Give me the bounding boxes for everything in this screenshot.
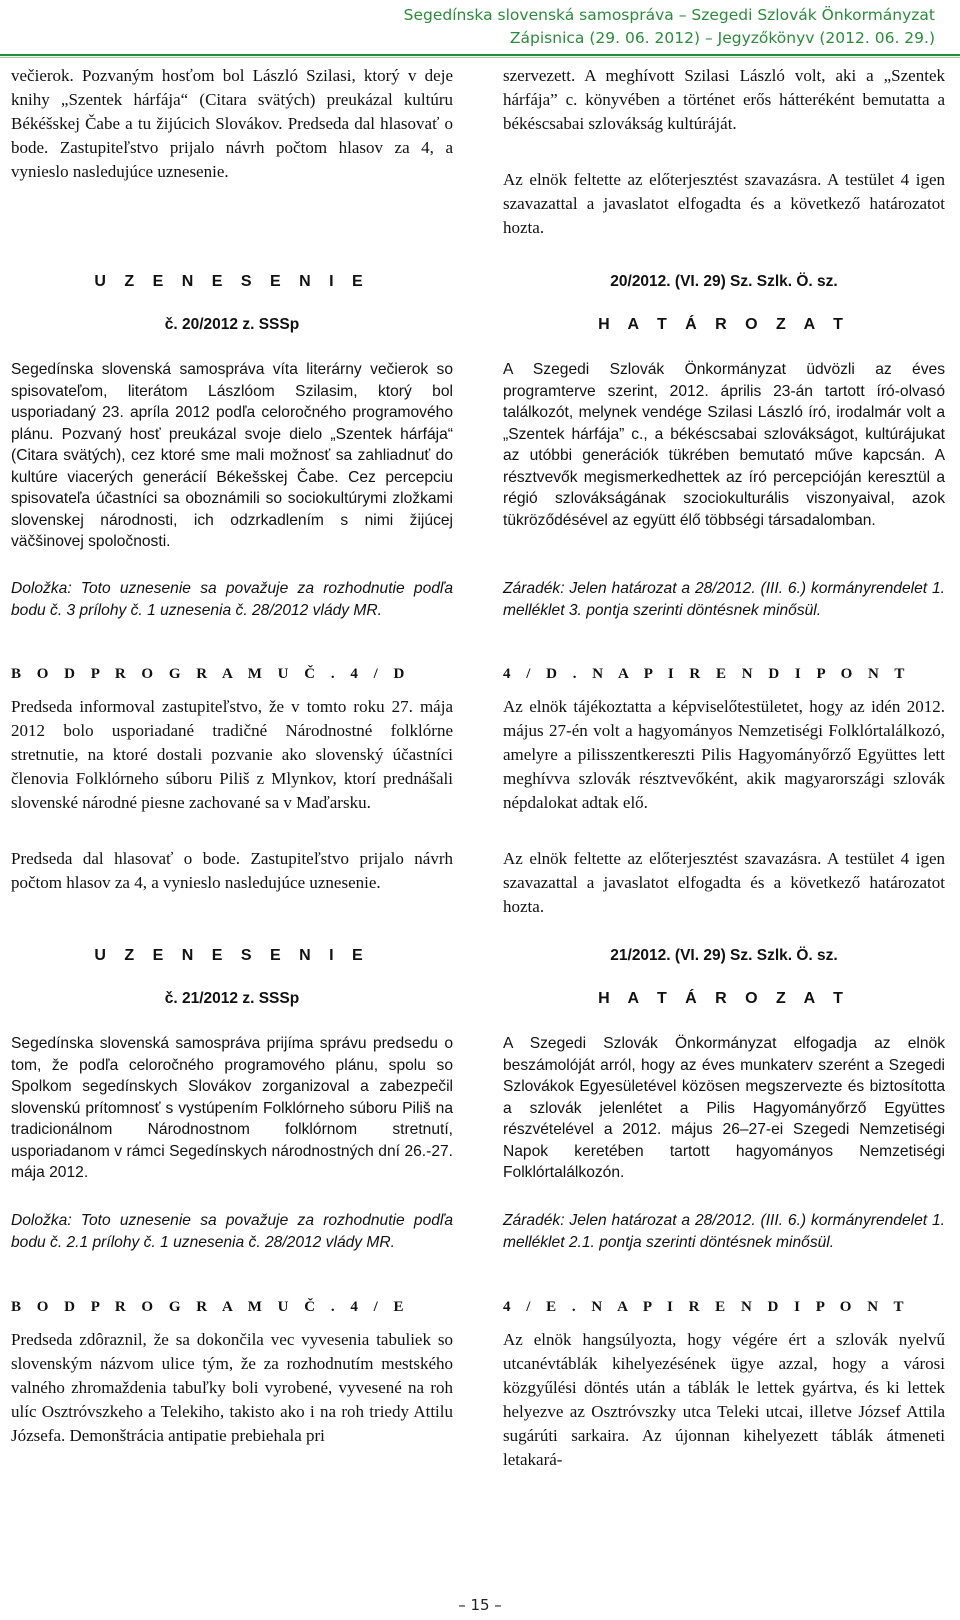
header-subtitle: Zápisnica (29. 06. 2012) – Jegyzőkönyv (2012. 06. 29.) bbox=[509, 29, 935, 47]
left-intro-paragraph: večierok. Pozvaným hosťom bol László Szilasi, ktorý v deje knihy „Szentek hárfája“ (Citara svätých) preukázal kultúru Békéšskej Čabe a tu žijúcich Slovákov. Predseda dal hlasovať o bode. Zastupiteľstvo prijalo návrh počtom hlasov za 4, a vynieslo nasledujúce uznesenie. bbox=[11, 66, 453, 181]
resolution-number-20-hu: 20/2012. (VI. 29) Sz. Szlk. Ö. sz. bbox=[610, 273, 838, 290]
resolution-clause-20-sk: Doložka: Toto uznesenie sa považuje za rozhodnutie podľa bodu č. 3 prílohy č. 1 uznesenia č. 28/2012 vlády MR. bbox=[11, 580, 453, 619]
resolution-heading-20-sk: U Z E N E S E N I E bbox=[94, 273, 370, 290]
agenda-item-4e-heading-sk: B O D P R O G R A M U Č . 4 / E bbox=[11, 1299, 410, 1315]
right-intro-vote: Az elnök feltette az előterjesztést szavazásra. A testület 4 igen szavazattal a javaslatot elfogadta és a következő határozatot hozta. bbox=[503, 170, 945, 237]
agenda-item-4e-text-hu: Az elnök hangsúlyozta, hogy végére ért a szlovák nyelvű utcanévtáblák kihelyezésének ügye azzal, hogy a városi közgyűlési döntés után a táblák le lettek gyártva, és ki lettek helyezve az Osztróvszky utca Teleki utcai, illetve József Attila sugárúti sarkaira. Az újonnan kihelyezett táblák átmeneti letakará- bbox=[503, 1330, 945, 1469]
agenda-item-4d-text-hu: Az elnök tájékoztatta a képviselőtestületet, hogy az idén 2012. május 27-én volt a hagyományos Nemzetiségi Folklórtalálkozó, amelyre a pilisszentkereszti Pilis Hagyományőrző Együttes lett meghívva szlovák résztvevőként, akik magyarországi szlovák népdalokat adtak elő. bbox=[503, 697, 945, 812]
resolution-number-20-sk: č. 20/2012 z. SSSp bbox=[164, 316, 300, 333]
page-header bbox=[404, 4, 935, 50]
agenda-item-4d-vote-hu: Az elnök feltette az előterjesztést szavazásra. A testület 4 igen szavazattal a javaslatot elfogadta és a következő határozatot hozta. bbox=[503, 849, 945, 916]
right-intro-paragraph: szervezett. A meghívott Szilasi László volt, aki a „Szentek hárfája” c. könyvében a történet erős hátteréként bemutatta a békéscsabai szlovákság kultúráját. bbox=[503, 66, 945, 133]
resolution-text-21-sk: Segedínska slovenská samospráva prijíma správu predsedu o tom, že podľa celoročného programového plánu, spolu so Spolkom segedínskych Slovákov zorganizoval a zabezpečil slovenskú prítomnosť s vystúpením Folklórneho súboru Piliš na tradicionálnom Národnostnom folklórnom stretnutí, usporiadanom v rámci Segedínskych národnostných dní 26.-27. mája 2012. bbox=[11, 1035, 453, 1181]
agenda-item-4d-vote-sk: Predseda dal hlasovať o bode. Zastupiteľstvo prijalo návrh počtom hlasov za 4, a vynieslo nasledujúce uznesenie. bbox=[11, 849, 453, 892]
resolution-clause-21-hu: Záradék: Jelen határozat a 28/2012. (III. 6.) kormányrendelet 1. melléklet 2.1. pontja szerinti döntésnek minősül. bbox=[503, 1212, 945, 1251]
resolution-number-21-hu: 21/2012. (VI. 29) Sz. Szlk. Ö. sz. bbox=[610, 947, 838, 964]
resolution-heading-20-hu: H A T Á R O Z A T bbox=[598, 316, 850, 333]
resolution-heading-21-hu: H A T Á R O Z A T bbox=[598, 990, 850, 1007]
agenda-item-4e-text-sk: Predseda zdôraznil, že sa dokončila vec vyvesenia tabuliek so slovenským názvom ulice tým, že za rozhodnutím mestského valného zhromaždenia tabuľky boli vyrobené, vyvesené na roh ulíc Osztróvszkeho a Telekiho, takisto ako i na roh triedy Attilu Józsefa. Demonštrácia antipatie prebiehala pri bbox=[11, 1330, 453, 1445]
resolution-number-21-sk: č. 21/2012 z. SSSp bbox=[164, 990, 300, 1007]
resolution-heading-21-sk: U Z E N E S E N I E bbox=[94, 947, 370, 964]
header-rule-thin bbox=[0, 57, 960, 58]
agenda-item-4d-heading-hu: 4 / D . N A P I R E N D I P O N T bbox=[503, 666, 911, 682]
header-rule bbox=[0, 54, 960, 56]
header-title: Segedínska slovenská samospráva – Szegedi Szlovák Önkormányzat bbox=[403, 6, 935, 24]
resolution-text-20-hu: A Szegedi Szlovák Önkormányzat üdvözli az éves programterve szerint, 2012. április 23-án tartott író-olvasó találkozót, melynek vendége Szilasi László író, irodalmár volt a „Szentek hárfája” c., a békéscsabai szlovákságot, kultúrájukat az utóbbi generációk tükrében bemutató műve kapcsán. A résztvevők megismerkedhettek az író percepcióján keresztül a régió szlovákságának szociokulturális viszonyaival, azok tükröződésével az együtt élő többségi társadalomban. bbox=[503, 361, 945, 529]
agenda-item-4d-heading-sk: B O D P R O G R A M U Č . 4 / D bbox=[11, 666, 411, 682]
resolution-clause-21-sk: Doložka: Toto uznesenie sa považuje za rozhodnutie podľa bodu č. 2.1 prílohy č. 1 uznesenia č. 28/2012 vlády MR. bbox=[11, 1212, 453, 1251]
resolution-text-20-sk: Segedínska slovenská samospráva víta literárny večierok so spisovateľom, literátom Lászlóom Szilasim, ktorý bol usporiadaný 23. apríla 2012 podľa celoročného programového plánu. Pozvaný hosť preukázal svoje dielo „Szentek hárfája“ (Citara svätých), cez ktoré sme mali možnosť sa zahliadnuť do kultúre viacerých generácií Békešskej Čabe. Cez percepciu spisovateľa účastníci sa oboznámili so sociokultúrymi zložkami slovenskej národnosti, ich odzrkadlením s nimi žijúcej väčšinovej spoločnosti. bbox=[11, 361, 453, 550]
page-number: – 15 – bbox=[458, 1596, 502, 1614]
resolution-text-21-hu: A Szegedi Szlovák Önkormányzat elfogadja az elnök beszámolóját arról, hogy az éves munkaterv szerént a Szegedi Szlovákok Egyesületével közösen megszervezte és biztosította a szlovák jelenlétet a Pilis Hagyományőrző Együttes részvételével a 2012. május 26–27-ei Szegedi Nemzetiségi Napok keretében tartott hagyományos Nemzetiségi Folklórtalálkozón. bbox=[503, 1035, 945, 1181]
agenda-item-4e-heading-hu: 4 / E . N A P I R E N D I P O N T bbox=[503, 1299, 910, 1315]
agenda-item-4d-text-sk: Predseda informoval zastupiteľstvo, že v tomto roku 27. mája 2012 bolo usporiadané tradičné Národnostné folklórne stretnutie, na ktoré dostali pozvanie ako slovenský účastníci členovia Folklórneho súboru Piliš z Mlynkov, ktorí prednášali slovenské národné piesne zachované sa v Maďarsku. bbox=[11, 697, 453, 812]
resolution-clause-20-hu: Záradék: Jelen határozat a 28/2012. (III. 6.) kormányrendelet 1. melléklet 3. pontja szerinti döntésnek minősül. bbox=[503, 580, 945, 619]
